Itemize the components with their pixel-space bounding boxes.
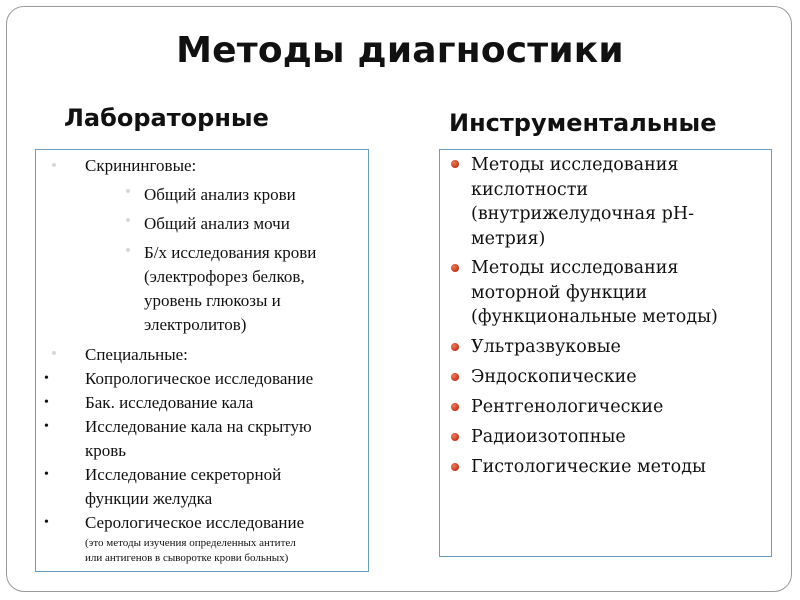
list-item: Исследование кала на скрытую (85, 417, 312, 436)
list-item: Рентгенологические (471, 397, 664, 417)
list-item: Методы исследования (471, 155, 679, 175)
list-item: Копрологическое исследование (85, 369, 314, 388)
list-item: Ультразвуковые (471, 337, 621, 357)
list-item: Серологическое исследование (85, 513, 305, 532)
faint-bullet-icon (126, 218, 130, 222)
serology-note: или антигенов в сыворотке крови больных) (85, 552, 289, 564)
list-item-continued: уровень глюкозы и (144, 291, 281, 310)
bullet-icon: • (44, 395, 49, 410)
list-item-continued: (внутрижелудочная рН- (471, 204, 695, 224)
red-bullet-icon (451, 160, 459, 168)
red-bullet-icon (451, 343, 459, 351)
bullet-icon: • (44, 419, 49, 434)
red-bullet-icon (451, 373, 459, 381)
page-title: Методы диагностики (176, 30, 624, 71)
list-item: Б/х исследования крови (144, 243, 317, 262)
laboratory-heading: Лабораторные (64, 104, 269, 132)
laboratory-box (35, 149, 369, 572)
bullet-icon: • (44, 515, 49, 530)
special-label: Специальные: (85, 345, 188, 364)
list-item: Общий анализ крови (144, 185, 296, 204)
list-item-continued: (функциональные методы) (471, 307, 718, 327)
instrumental-heading: Инструментальные (449, 109, 717, 137)
list-item: Радиоизотопные (471, 427, 626, 447)
list-item: Гистологические методы (471, 457, 706, 477)
list-item-continued: метрия) (471, 228, 546, 249)
faint-bullet-icon (126, 189, 130, 193)
bullet-icon: • (44, 467, 49, 482)
serology-note: (это методы изучения определенных антител (85, 537, 296, 549)
list-item: Методы исследования (471, 258, 679, 278)
list-item-continued: кислотности (471, 179, 589, 200)
faint-bullet-icon (126, 248, 130, 252)
red-bullet-icon (451, 433, 459, 441)
list-item-continued: кровь (85, 441, 127, 460)
instrumental-box (439, 149, 772, 557)
list-item: Эндоскопические (471, 367, 637, 387)
list-item-continued: моторной функции (471, 282, 648, 303)
list-item: Бак. исследование кала (85, 393, 254, 412)
red-bullet-icon (451, 463, 459, 471)
list-item-continued: функции желудка (85, 489, 213, 508)
red-bullet-icon (451, 264, 459, 272)
screening-label: Скрининговые: (85, 156, 197, 175)
list-item-continued: (электрофорез белков, (144, 267, 305, 286)
faint-bullet-icon (52, 163, 56, 167)
bullet-icon: • (44, 371, 49, 386)
list-item: Общий анализ мочи (144, 214, 290, 233)
faint-bullet-icon (52, 351, 56, 355)
list-item: Исследование секреторной (85, 465, 282, 484)
list-item-continued: электролитов) (144, 315, 247, 334)
red-bullet-icon (451, 403, 459, 411)
